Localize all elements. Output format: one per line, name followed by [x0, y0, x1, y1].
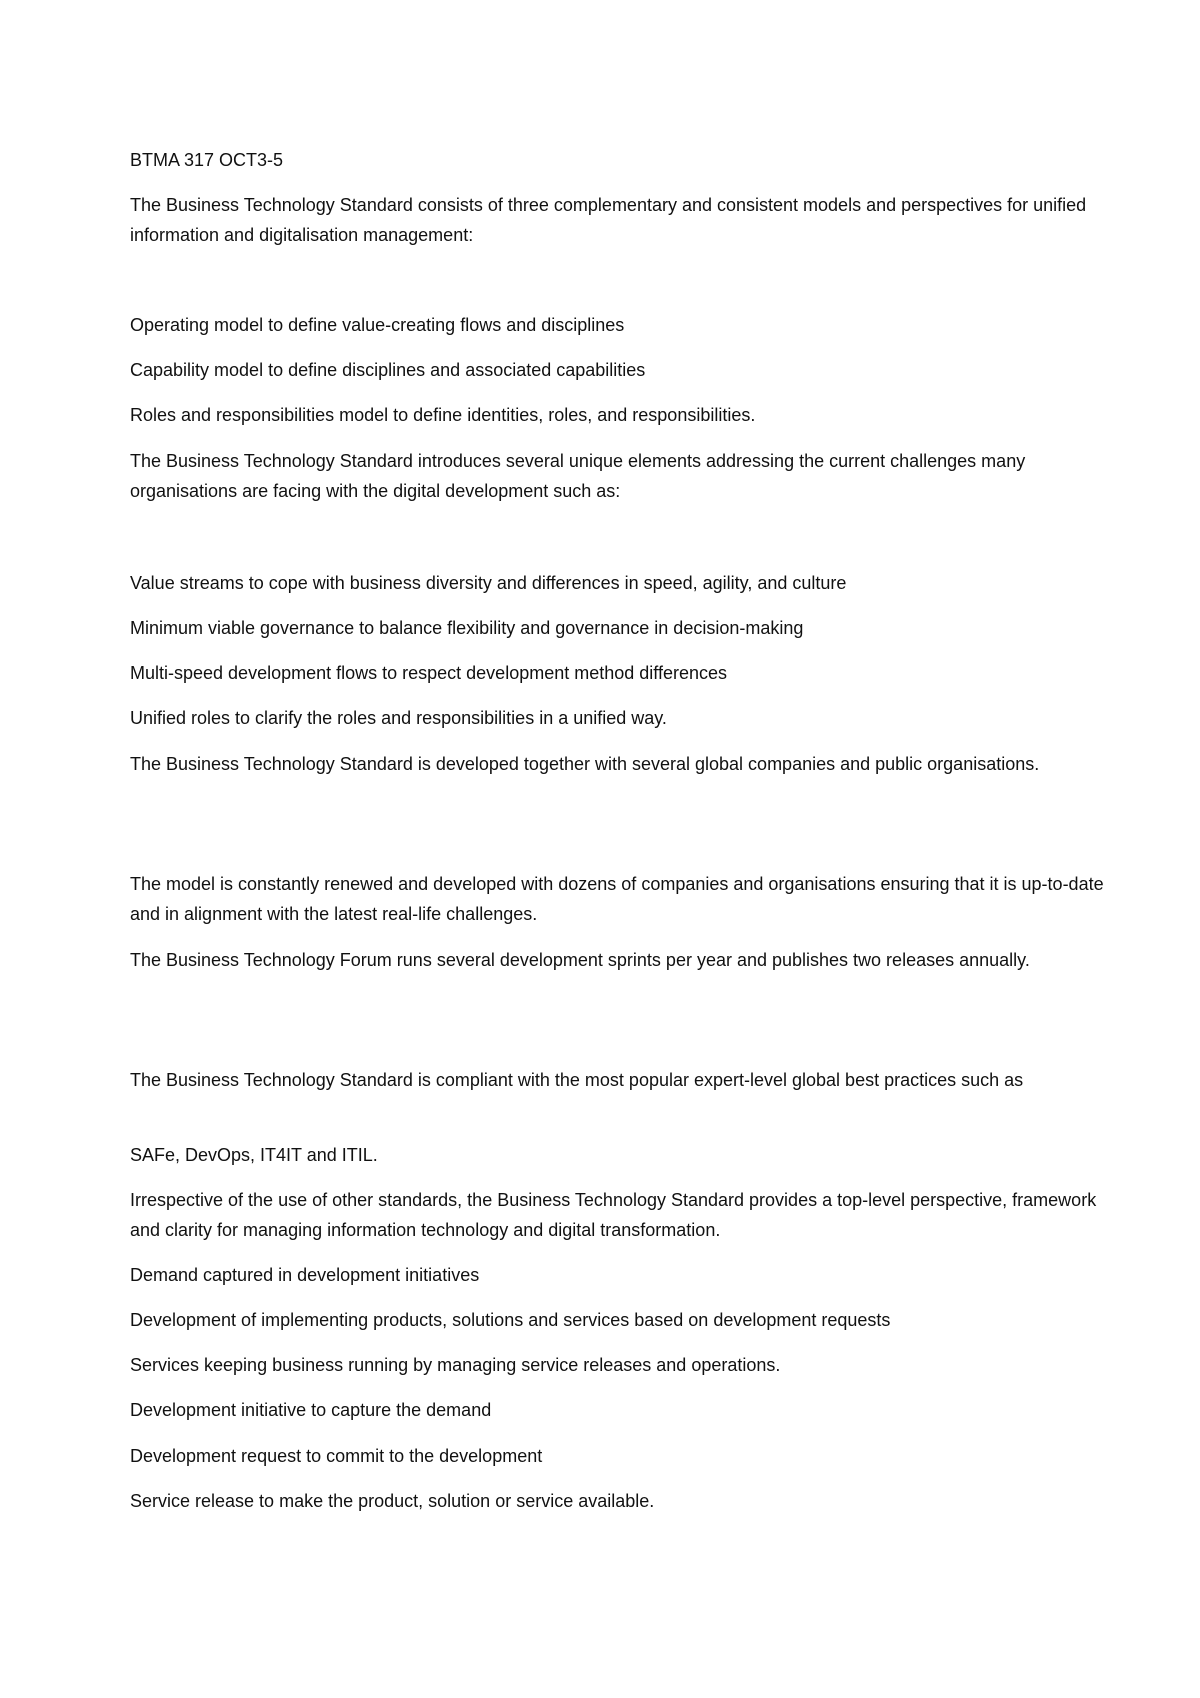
- paragraph-multi-speed: Multi-speed development flows to respect development method differences: [130, 663, 727, 683]
- paragraph-intro: The Business Technology Standard consists of three complementary and consistent models and perspectives for unified information and digitalisation management:: [130, 195, 1087, 245]
- paragraph-minimum-governance: Minimum viable governance to balance flexibility and governance in decision-making: [130, 618, 804, 638]
- paragraph-service-release: Service release to make the product, solution or service available.: [130, 1491, 655, 1511]
- paragraph-development-request: Development request to commit to the development: [130, 1446, 543, 1466]
- paragraph-forum-sprints: The Business Technology Forum runs several development sprints per year and publishes two releases annually.: [130, 950, 1030, 970]
- paragraph-irrespective: Irrespective of the use of other standards, the Business Technology Standard provides a top-level perspective, framework and clarity for managing information technology and digital transformation.: [130, 1190, 1097, 1240]
- paragraph-unified-roles: Unified roles to clarify the roles and responsibilities in a unified way.: [130, 708, 667, 728]
- paragraph-operating-model: Operating model to define value-creating flows and disciplines: [130, 315, 625, 335]
- paragraph-best-practices: SAFe, DevOps, IT4IT and ITIL.: [130, 1145, 378, 1165]
- paragraph-developed-together: The Business Technology Standard is developed together with several global companies and public organisations.: [130, 754, 1040, 774]
- paragraph-compliant: The Business Technology Standard is compliant with the most popular expert-level global best practices such as: [130, 1070, 1024, 1090]
- paragraph-services-running: Services keeping business running by managing service releases and operations.: [130, 1355, 781, 1375]
- paragraph-capability-model: Capability model to define disciplines and associated capabilities: [130, 360, 646, 380]
- paragraph-development-initiative: Development initiative to capture the demand: [130, 1400, 492, 1420]
- paragraph-constantly-renewed: The model is constantly renewed and developed with dozens of companies and organisations ensuring that it is up-to-date and in alignment with the latest real-life challenges.: [130, 874, 1104, 924]
- paragraph-value-streams: Value streams to cope with business diversity and differences in speed, agility, and culture: [130, 573, 847, 593]
- paragraph-development-implementing: Development of implementing products, solutions and services based on development requests: [130, 1310, 891, 1330]
- document-heading: BTMA 317 OCT3-5: [130, 150, 284, 170]
- paragraph-unique-elements: The Business Technology Standard introduces several unique elements addressing the current challenges many organisations are facing with the digital development such as:: [130, 451, 1026, 501]
- paragraph-demand-captured: Demand captured in development initiatives: [130, 1265, 480, 1285]
- paragraph-roles-model: Roles and responsibilities model to define identities, roles, and responsibilities.: [130, 405, 756, 425]
